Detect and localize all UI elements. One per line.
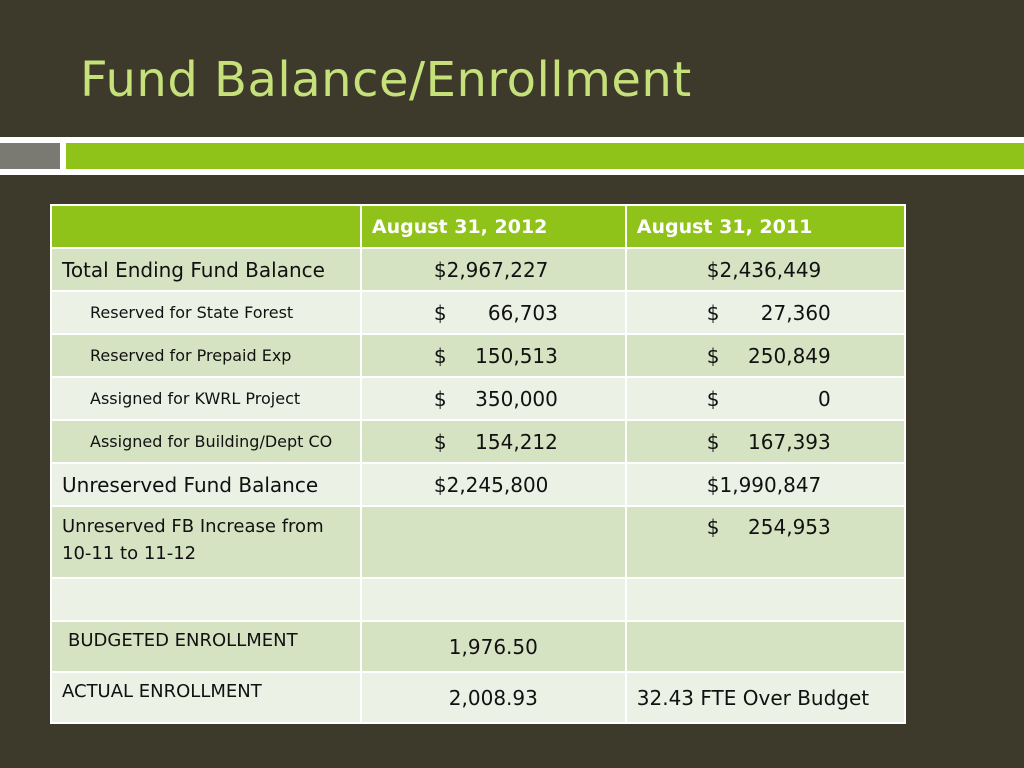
value-2011: $ 0 [706,386,831,411]
divider-grey-block [0,143,60,169]
value-2012: $ 150,513 [433,343,558,368]
value-2012: 2,008.93 [448,685,538,710]
value-2011: $2,436,449 [706,257,822,282]
row-label: ACTUAL ENROLLMENT [51,672,361,723]
table-row-empty [51,578,905,621]
row-label: BUDGETED ENROLLMENT [51,621,361,672]
value-2012: $2,245,800 [433,472,549,497]
table-row [51,621,905,672]
value-2011: $ 250,849 [706,343,831,368]
header-blank [51,205,361,248]
row-label: Unreserved FB Increase from 10-11 to 11-12 [51,506,361,578]
value-2011: 32.43 FTE Over Budget [636,685,870,710]
value-2011: $ 27,360 [706,300,831,325]
table-row [51,420,905,463]
header-2012: August 31, 2012 [361,205,626,248]
value-2012: $2,967,227 [433,257,549,282]
row-label: Assigned for KWRL Project [51,377,361,420]
table-row [51,463,905,506]
divider-green-bar [66,143,1024,169]
value-2012: 1,976.50 [448,634,538,659]
table-row [51,672,905,723]
value-2012: $ 350,000 [433,386,558,411]
header-2011: August 31, 2011 [626,205,905,248]
table-row [51,506,905,578]
row-label: Assigned for Building/Dept CO [51,420,361,463]
value-2011: $ 254,953 [706,515,831,539]
value-2011: $ 167,393 [706,429,831,454]
value-2011: $1,990,847 [706,472,822,497]
value-2012: $ 154,212 [433,429,558,454]
table-row [51,248,905,291]
table-row [51,377,905,420]
row-label: Reserved for State Forest [51,291,361,334]
value-2012: $ 66,703 [433,300,558,325]
row-label: Reserved for Prepaid Exp [51,334,361,377]
slide-title: Fund Balance/Enrollment [80,52,692,108]
table-row [51,334,905,377]
table-header-row [51,205,905,248]
table-row [51,291,905,334]
row-label: Total Ending Fund Balance [51,248,361,291]
fund-balance-table [50,204,906,724]
row-label: Unreserved Fund Balance [51,463,361,506]
